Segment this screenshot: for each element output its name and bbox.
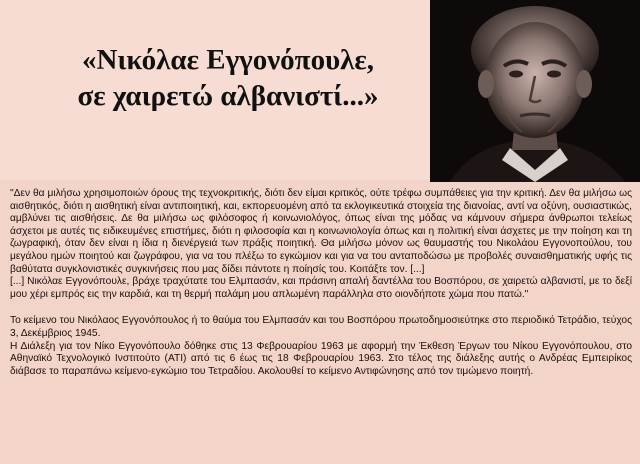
info-block [10, 315, 632, 378]
page-title [38, 42, 418, 114]
quote-paragraph-1: "Δεν θα μιλήσω χρησιμοποιών όρους της τεχνοκριτικής, διότι δεν είμαι κριτικός, ούτε τρέφω συμπάθειες για την κριτική. Δεν θα μιλήσω ως αισθητικός, διότι η αισθητική είναι αντιποιητική, και, εκπορευομένη από τα εκλογικευτικά στοιχεία της διανοίας, αντί να οξύνη, ουσιαστικώς, αμβλύνει τις αισθήσεις. Δε θα μιλήσω ως φιλόσοφος ή κοινωνιολόγος, όπως είναι της μόδας να κάμνουν σήμερα άνθρωποι τελείως άσχετοι με αυτές τις ειδικευμένες επιστήμες, διότι η φιλοσοφία και η κοινωνιολογία όπως και η πολιτική είναι άσχετες με την ποίηση και τη ζωγραφική, όταν δεν είναι η ίδια η διενέργειά των πράξις ποιητική. Θα μιλήσω μόνον ως θαυμαστής του Νικολάου Εγγονοπούλου, του μεγάλου ημών ποιητού και ζωγράφου, για να του πλέξω το εγκώμιον και για να του ανταποδώσω με προβολές συναισθηματικής υφής τις βαθύτατα συγκλονιστικές συγκινήσεις που μας δίδει πάντοτε η ποίησίς του. Κοιτάξτε τον. [...] [10, 188, 632, 275]
header [0, 0, 640, 180]
title-line-1: «Νικόλαε Εγγονόπουλε, [81, 44, 375, 76]
info-paragraph-2: Η Διάλεξη για τον Νίκο Εγγονόπουλο δόθηκε στις 13 Φεβρουαρίου 1963 με αφορμή την Έκθεση Έργων του Νίκου Εγγονόπουλου, στο Αθηναϊκό Τεχνολογικό Ινστιτούτο (ΑΤΙ) από τις 6 έως τις 18 Φεβρουαρίου 1963. Στο τέλος της διάλεξης αυτής ο Ανδρέας Εμπειρίκος διάβασε το παραπάνω κείμενο-εγκώμιο του Τετραδίου. Ακολουθεί το κείμενο Αντιφώνησης από τον τιμώμενο ποιητή. [10, 340, 632, 377]
portrait-photo-icon [430, 0, 640, 182]
quote-block [10, 188, 632, 301]
title-line-2: σε χαιρετώ αλβανιστί...» [77, 80, 379, 112]
quote-paragraph-2: [...] Νικόλαε Εγγονόπουλε, βράχε τραχύτατε του Ελμπασάν, και πράσινη απαλή δαντέλλα του Βοσπόρου, σε χαιρετώ αλβανιστί, με το δεξί μου χέρι εμπρός εις την καρδιά, και τη θερμή παλάμη μου απλωμένη παράλληλα στο οιονδήποτε χώμα που πατώ." [10, 276, 632, 300]
article-body [10, 188, 632, 378]
info-paragraph-1: Το κείμενο του Νικόλαος Εγγονόπουλος ή το θαύμα του Ελμπασάν και του Βοσπόρου πρωτοδημοσιεύτηκε στο περιοδικό Τετράδιο, τεύχος 3, Δεκέμβριος 1945. [10, 315, 632, 339]
